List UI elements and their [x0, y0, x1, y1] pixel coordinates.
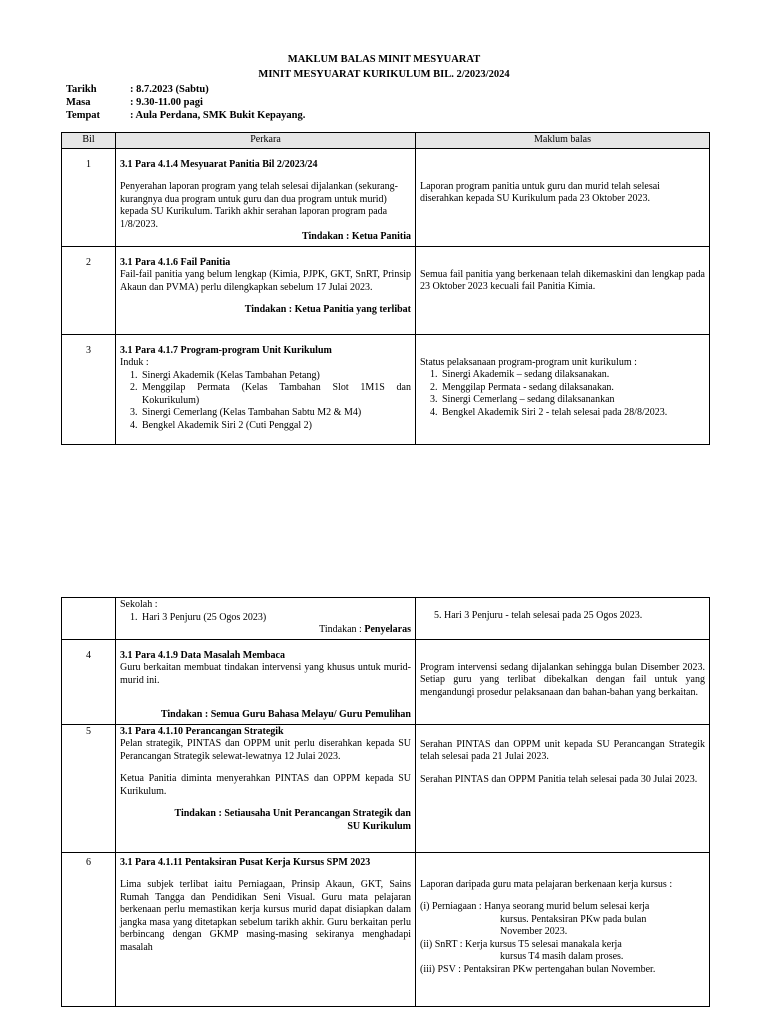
document-title: MAKLUM BALAS MINIT MESYUARAT: [287, 54, 481, 65]
status-list: [420, 369, 705, 419]
row-perkara: [116, 148, 416, 246]
table-row: [62, 724, 710, 852]
item-tindakan: Tindakan : Ketua Panitia yang terlibat: [244, 304, 411, 315]
meta-date-value: : 8.7.2023 (Sabtu): [130, 84, 209, 95]
row-response: [416, 148, 710, 246]
tindakan-label: Tindakan :: [319, 624, 365, 635]
item-heading: 3.1 Para 4.1.7 Program-program Unit Kurikulum: [120, 344, 332, 356]
row-perkara: [116, 724, 416, 852]
meta-time: [66, 96, 203, 109]
list-item: 2. Menggilap Permata - sedang dilaksanakan.: [440, 382, 705, 395]
meta-place: [66, 109, 305, 122]
response-line: kursus T4 masih dalam proses.: [500, 951, 624, 962]
header-maklum-balas: Maklum balas: [416, 133, 710, 149]
item-heading: 3.1 Para 4.1.11 Pentaksiran Pusat Kerja Kursus SPM 2023: [120, 856, 371, 868]
row-number: 5: [62, 724, 116, 852]
table-row: [62, 148, 710, 246]
table-row: [62, 639, 710, 724]
item-sekolah-label: Sekolah :: [120, 599, 158, 610]
response-text: Laporan program panitia untuk guru dan murid telah selesai diserahkan kepada SU Kurikulum pada 23 Oktober 2023.: [420, 180, 660, 204]
response-line: (iii) PSV : Pentaksiran PKw pertengahan bulan November.: [420, 963, 656, 975]
item-body: Ketua Panitia diminta menyerahkan PINTAS dan OPPM kepada SU Kurikulum.: [120, 773, 411, 797]
item-body: Pelan strategik, PINTAS dan OPPM unit perlu diserahkan kepada SU Perancangan Strategik selewat-lewatnya 12 Julai 2023.: [120, 738, 411, 762]
response-text: Serahan PINTAS dan OPPM Panitia telah selesai pada 30 Julai 2023.: [420, 773, 698, 785]
list-item: 1. Hari 3 Penjuru (25 Ogos 2023): [140, 612, 411, 625]
item-body: Fail-fail panitia yang belum lengkap (Kimia, PJPK, GKT, SnRT, Prinsip Akaun dan PVMA) perlu dilengkapkan sebelum 17 Julai 2023.: [120, 269, 411, 293]
minutes-table-page1: [61, 132, 710, 445]
list-item: 4. Bengkel Akademik Siri 2 - telah selesai pada 28/8/2023.: [440, 407, 705, 420]
row-number: 4: [62, 639, 116, 724]
row-perkara: [116, 334, 416, 444]
item-body: Lima subjek terlibat iaitu Perniagaan, Prinsip Akaun, GKT, Sains Rumah Tangga dan Pendidikan Seni Visual. Guru mata pelajaran berkenaan perlu memastikan kerja kursus murid dapat disiapkan dalam jangka masa yang ditetapkan sebelum tarikh akhir. Guru berkaitan perlu berbincang dengan GKMP masing-masing sekiranya menghadapi masalah: [120, 879, 411, 953]
meta-time-label: Masa: [66, 97, 91, 108]
row-perkara: [116, 598, 416, 640]
response-line: (ii) SnRT : Kerja kursus T5 selesai manakala kerja: [420, 938, 622, 950]
item-heading: 3.1 Para 4.1.10 Perancangan Strategik: [120, 725, 284, 737]
response-line: (i) Perniagaan : Hanya seorang murid belum selesai kerja: [420, 901, 650, 912]
response-text: Program intervensi sedang dijalankan sehingga bulan Disember 2023. Setiap guru yang terlibat dibekalkan dengan fail untuk yang mengandungi prosedur pelaksanaan dan bahan-bahan yang berkaitan.: [420, 661, 705, 698]
list-item: 1. Sinergi Akademik – sedang dilaksanakan.: [440, 369, 705, 382]
row-perkara: [116, 639, 416, 724]
response-intro: Laporan daripada guru mata pelajaran berkenaan kerja kursus :: [420, 878, 673, 890]
item-body: Penyerahan laporan program yang telah selesai dijalankan (sekurang-kurangnya dua program untuk guru dan dua program untuk murid) kepada SU Kurikulum. Tarikh akhir serahan laporan program pada 1/8/2023.: [120, 181, 398, 230]
table-row: [62, 334, 710, 444]
tindakan-value: Penyelaras: [364, 624, 411, 635]
table-row: [62, 246, 710, 334]
table-row: [62, 852, 710, 1006]
response-text: 5. Hari 3 Penjuru - telah selesai pada 25 Ogos 2023.: [434, 610, 643, 621]
row-number: 2: [62, 246, 116, 334]
item-tindakan: Tindakan : Ketua Panitia: [301, 231, 411, 242]
minutes-table-page2: [61, 597, 710, 1007]
list-item: 3. Sinergi Cemerlang (Kelas Tambahan Sabtu M2 & M4): [140, 407, 411, 420]
meta-date: [66, 83, 209, 96]
list-item: 2. Menggilap Permata (Kelas Tambahan Slot 1M1S dan Kokurikulum): [140, 382, 411, 407]
meta-place-label: Tempat: [66, 110, 101, 121]
item-heading: 3.1 Para 4.1.6 Fail Panitia: [120, 256, 231, 268]
list-item: 3. Sinergi Cemerlang – sedang dilaksanankan: [440, 394, 705, 407]
row-response: [416, 246, 710, 334]
list-item: 4. Bengkel Akademik Siri 2 (Cuti Penggal 2): [140, 420, 411, 433]
list-item: 1. Sinergi Akademik (Kelas Tambahan Petang): [140, 370, 411, 383]
row-response: [416, 334, 710, 444]
item-tindakan: [120, 624, 411, 637]
meta-date-label: Tarikh: [66, 84, 97, 95]
row-number: [62, 598, 116, 640]
response-text: Serahan PINTAS dan OPPM unit kepada SU Perancangan Strategik telah selesai pada 21 Julai 2023.: [420, 738, 705, 762]
item-induk-label: Induk :: [120, 357, 149, 368]
item-tindakan: Tindakan : Setiausaha Unit Perancangan Strategik dan: [174, 808, 411, 819]
response-line: November 2023.: [500, 926, 568, 937]
item-tindakan: Tindakan : Semua Guru Bahasa Melayu/ Guru Pemulihan: [160, 709, 411, 720]
row-perkara: [116, 246, 416, 334]
row-perkara: [116, 852, 416, 1006]
program-list: [120, 612, 411, 625]
row-response: [416, 639, 710, 724]
row-response: [416, 598, 710, 640]
response-intro: Status pelaksanaan program-program unit kurikulum :: [420, 356, 637, 368]
response-line: kursus. Pentaksiran PKw pada bulan: [500, 913, 647, 925]
row-number: 3: [62, 334, 116, 444]
row-number: 1: [62, 148, 116, 246]
row-response: [416, 852, 710, 1006]
item-tindakan: SU Kurikulum: [347, 820, 411, 832]
program-list: [120, 370, 411, 433]
meta-time-value: : 9.30-11.00 pagi: [130, 97, 203, 108]
table-row: [62, 598, 710, 640]
response-text: Semua fail panitia yang berkenaan telah dikemaskini dan lengkap pada 23 Oktober 2023 kecuali fail Panitia Kimia.: [420, 268, 705, 292]
item-heading: 3.1 Para 4.1.9 Data Masalah Membaca: [120, 649, 285, 661]
item-heading: 3.1 Para 4.1.4 Mesyuarat Panitia Bil 2/2023/24: [120, 158, 318, 170]
meta-place-value: : Aula Perdana, SMK Bukit Kepayang.: [130, 110, 306, 121]
row-number: 6: [62, 852, 116, 1006]
header-perkara: Perkara: [116, 133, 416, 149]
item-body: Guru berkaitan membuat tindakan intervensi yang khusus untuk murid-murid ini.: [120, 662, 411, 686]
row-response: [416, 724, 710, 852]
header-bil: Bil: [62, 133, 116, 149]
document-subtitle: MINIT MESYUARAT KURIKULUM BIL. 2/2023/2024: [258, 69, 510, 80]
table-header-row: [62, 133, 710, 149]
